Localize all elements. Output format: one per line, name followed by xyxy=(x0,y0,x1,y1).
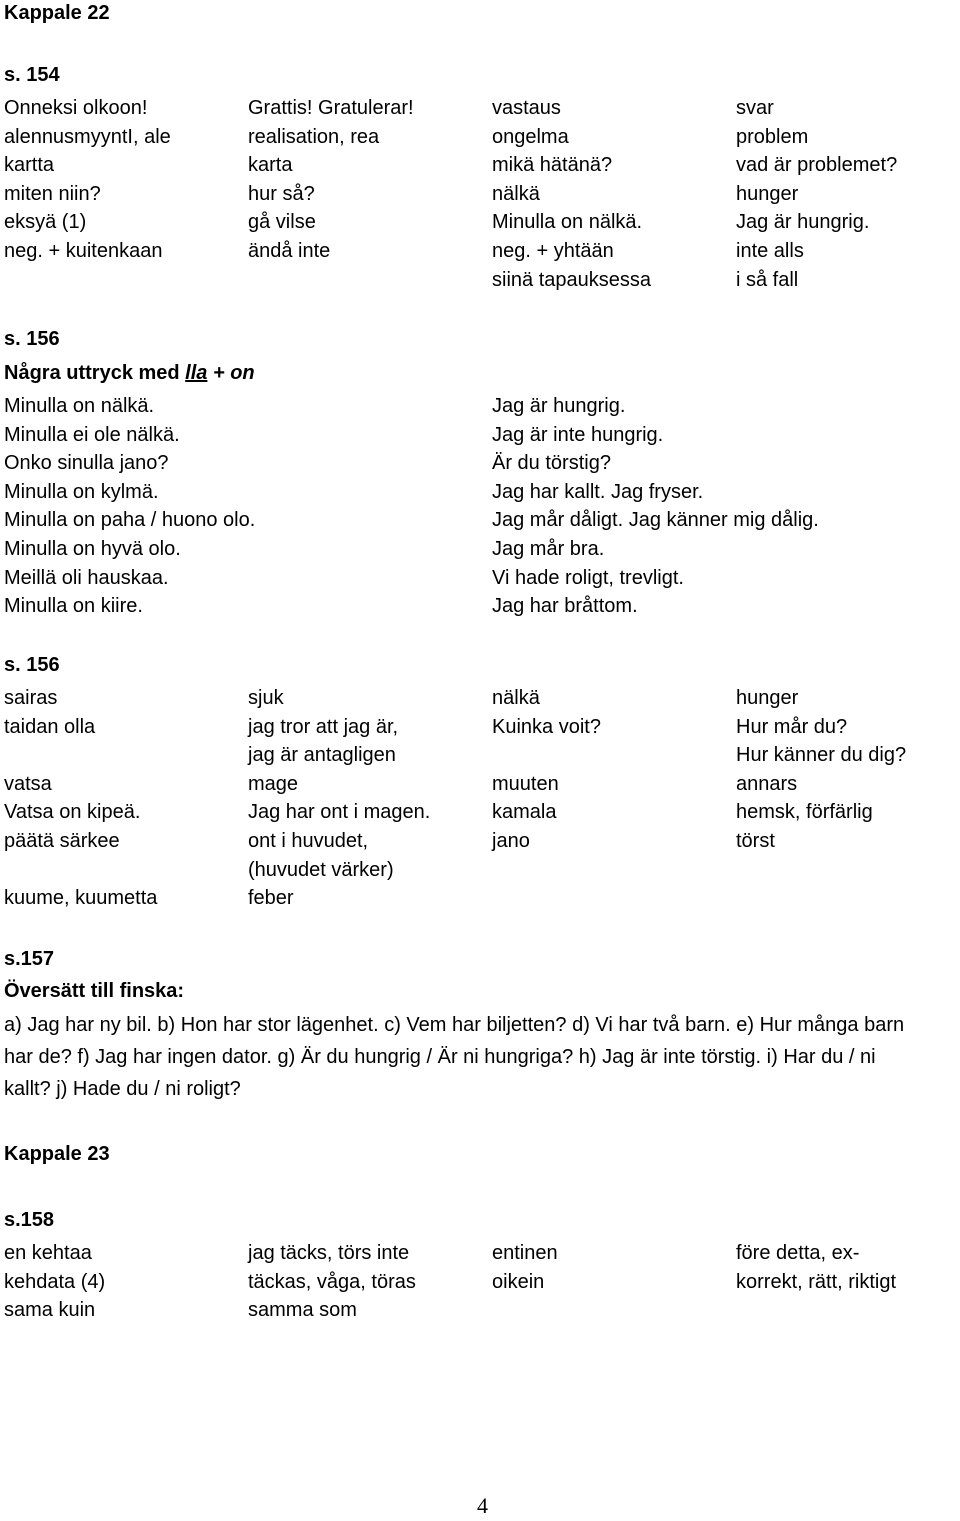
s156b-cell: feber xyxy=(248,887,294,910)
s156b-row xyxy=(0,684,960,712)
s156a-subheading xyxy=(4,360,255,386)
s154-cell: ändå inte xyxy=(248,240,331,262)
s157-heading: s.157 xyxy=(4,948,55,970)
s158-cell: sama kuin xyxy=(4,1299,96,1322)
s156a-cell: Jag mår dåligt. Jag känner mig dålig. xyxy=(492,509,819,532)
s156b-cell: hemsk, förfärlig xyxy=(736,801,873,824)
s158-cell: en kehtaa xyxy=(4,1242,92,1264)
s158-heading: s.158 xyxy=(4,1209,55,1231)
s154-row xyxy=(0,180,960,208)
s154-cell: Jag är hungrig. xyxy=(736,211,870,234)
s158-cell: oikein xyxy=(492,1270,545,1293)
s156a-cell: Jag mår bra. xyxy=(492,538,605,560)
s154-cell: neg. + yhtään xyxy=(492,240,614,262)
s154-cell: inte alls xyxy=(736,240,804,262)
s156a-cell: Minulla on paha / huono olo. xyxy=(4,509,256,532)
s158-cell: täckas, våga, töras xyxy=(248,1270,416,1293)
s156b-cell: Kuinka voit? xyxy=(492,715,601,738)
s156a-cell: Minulla on hyvä olo. xyxy=(4,538,181,560)
s154-cell: neg. + kuitenkaan xyxy=(4,240,163,262)
s154-cell: Onneksi olkoon! xyxy=(4,97,148,119)
s157-exercise-text xyxy=(4,1009,960,1105)
s154-cell: svar xyxy=(736,97,774,119)
s158-row xyxy=(0,1296,960,1324)
s156b-cell: jag är antagligen xyxy=(248,744,396,767)
s156b-cell: sjuk xyxy=(248,687,284,709)
s156a-heading: s. 156 xyxy=(4,328,60,350)
s156b-cell: törst xyxy=(736,830,775,852)
s154-cell: gå vilse xyxy=(248,211,316,234)
s156a-row xyxy=(0,421,960,449)
s156a-row xyxy=(0,564,960,592)
s156b-row xyxy=(0,713,960,741)
s156b-cell: kamala xyxy=(492,801,557,824)
s157-line: har de? f) Jag har ingen dator. g) Är du hungrig / Är ni hungriga? h) Jag är inte törstig. i) Har du / ni xyxy=(4,1046,876,1068)
s154-cell: ongelma xyxy=(492,125,569,148)
s154-row xyxy=(0,151,960,179)
s154-cell: hur så? xyxy=(248,182,315,205)
s156a-row xyxy=(0,478,960,506)
s156b-cell: Jag har ont i magen. xyxy=(248,801,431,824)
s156b-cell: kuume, kuumetta xyxy=(4,887,158,910)
s156b-row xyxy=(0,856,960,884)
s156b-cell: vatsa xyxy=(4,772,52,795)
s156b-cell: jano xyxy=(492,830,530,852)
s156a-row xyxy=(0,392,960,420)
s156b-cell: taidan olla xyxy=(4,715,96,738)
s156b-cell: sairas xyxy=(4,687,58,709)
s154-cell: kartta xyxy=(4,154,55,177)
s156b-cell: (huvudet värker) xyxy=(248,858,394,881)
s154-cell: Minulla on nälkä. xyxy=(492,211,643,234)
page-number: 4 xyxy=(477,1493,488,1518)
s158-cell: samma som xyxy=(248,1299,357,1322)
s158-cell: korrekt, rätt, riktigt xyxy=(736,1270,897,1293)
s154-cell: mikä hätänä? xyxy=(492,154,613,177)
s156b-cell: päätä särkee xyxy=(4,830,120,852)
s154-cell: problem xyxy=(736,125,809,148)
s156b-cell: muuten xyxy=(492,772,559,795)
s154-row xyxy=(0,123,960,151)
s154-cell: vad är problemet? xyxy=(736,154,898,177)
s154-row xyxy=(0,208,960,236)
s156a-subheading-pre: Några uttryck med xyxy=(4,362,186,384)
s156b-cell: Hur känner du dig? xyxy=(736,744,907,767)
s154-row xyxy=(0,266,960,294)
s158-cell: kehdata (4) xyxy=(4,1270,106,1293)
s154-row xyxy=(0,94,960,122)
s156a-cell: Minulla on nälkä. xyxy=(4,395,155,417)
s154-cell: Grattis! Gratulerar! xyxy=(248,97,414,119)
s156a-cell: Vi hade roligt, trevligt. xyxy=(492,566,684,589)
s156a-cell: Minulla ei ole nälkä. xyxy=(4,423,180,446)
s156b-cell: mage xyxy=(248,772,299,795)
s156b-cell: hunger xyxy=(736,687,799,709)
s156b-cell: nälkä xyxy=(492,687,540,709)
chapter-22-heading: Kappale 22 xyxy=(4,2,110,24)
s156a-cell: Är du törstig? xyxy=(492,452,611,475)
s154-cell: siinä tapauksessa xyxy=(492,268,651,291)
s154-cell: eksyä (1) xyxy=(4,211,87,234)
s158-cell: jag täcks, törs inte xyxy=(248,1242,410,1264)
s156a-cell: Jag har kallt. Jag fryser. xyxy=(492,480,704,503)
s156b-cell: ont i huvudet, xyxy=(248,830,369,852)
s158-cell: före detta, ex- xyxy=(736,1242,860,1264)
s156b-cell: Vatsa on kipeä. xyxy=(4,801,141,824)
s156a-subheading-post: + on xyxy=(207,362,255,384)
s156b-row xyxy=(0,798,960,826)
s154-cell: vastaus xyxy=(492,97,561,119)
s156a-cell: Jag är hungrig. xyxy=(492,395,626,417)
s156a-cell: Minulla on kiire. xyxy=(4,595,143,618)
s156b-cell: annars xyxy=(736,772,798,795)
s154-cell: i så fall xyxy=(736,268,799,291)
s156b-row xyxy=(0,741,960,769)
s156b-row xyxy=(0,770,960,798)
s156a-cell: Jag har bråttom. xyxy=(492,595,638,618)
s156b-heading: s. 156 xyxy=(4,654,60,676)
s157-line: kallt? j) Hade du / ni roligt? xyxy=(4,1078,241,1100)
s154-cell: karta xyxy=(248,154,293,177)
s156b-cell: Hur mår du? xyxy=(736,715,848,738)
s156a-row xyxy=(0,449,960,477)
s156a-row xyxy=(0,506,960,534)
s154-cell: miten niin? xyxy=(4,182,101,205)
s157-subheading: Översätt till finska: xyxy=(4,980,185,1002)
s154-heading: s. 154 xyxy=(4,64,60,86)
s154-cell: nälkä xyxy=(492,182,540,205)
s156a-row xyxy=(0,592,960,620)
s156a-cell: Minulla on kylmä. xyxy=(4,480,159,503)
s156a-cell: Jag är inte hungrig. xyxy=(492,423,664,446)
s158-cell: entinen xyxy=(492,1242,558,1264)
s156b-row xyxy=(0,884,960,912)
s156b-cell: jag tror att jag är, xyxy=(248,715,399,738)
s156a-row xyxy=(0,535,960,563)
s156a-subheading-lla: lla xyxy=(185,362,208,384)
s154-cell: hunger xyxy=(736,182,799,205)
s154-cell: realisation, rea xyxy=(248,125,380,148)
s158-row xyxy=(0,1239,960,1267)
s154-row xyxy=(0,237,960,265)
s156a-cell: Onko sinulla jano? xyxy=(4,452,169,475)
s156b-row xyxy=(0,827,960,855)
s154-cell: alennusmyyntI, ale xyxy=(4,125,171,148)
chapter-23-heading: Kappale 23 xyxy=(4,1143,110,1165)
s158-row xyxy=(0,1268,960,1296)
s157-line: a) Jag har ny bil. b) Hon har stor lägenhet. c) Vem har biljetten? d) Vi har två barn. e) Hur många barn xyxy=(4,1014,905,1036)
s156a-cell: Meillä oli hauskaa. xyxy=(4,566,169,589)
